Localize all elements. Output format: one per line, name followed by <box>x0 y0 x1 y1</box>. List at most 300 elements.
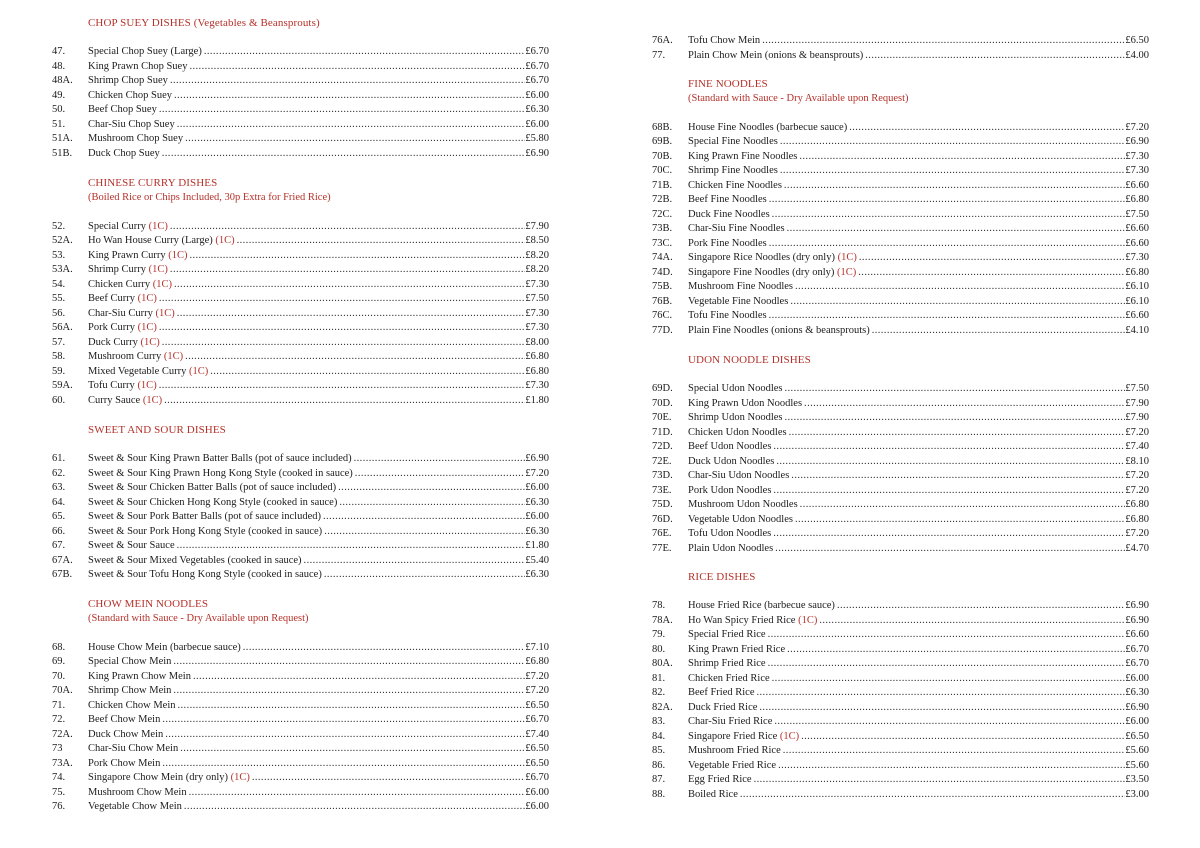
item-number: 76B. <box>652 295 673 307</box>
item-name-group <box>688 49 865 64</box>
section-subtitle <box>52 612 549 627</box>
dot-leader <box>210 365 525 380</box>
item-name: Tofu Curry <box>88 380 135 391</box>
item-price: £6.50 <box>1125 35 1149 46</box>
item-price: £6.60 <box>1125 179 1149 191</box>
dot-leader <box>170 74 525 89</box>
section-title: CHOW MEIN NOODLES <box>88 598 209 610</box>
item-list <box>652 599 1149 802</box>
dot-leader <box>162 713 525 728</box>
item-name: Duck Curry <box>88 336 138 348</box>
item-price: £7.30 <box>525 380 549 391</box>
item-name: Mushroom Fine Noodles <box>688 281 793 292</box>
menu-item-row <box>652 222 1149 237</box>
item-name: King Prawn Fried Rice <box>688 643 786 655</box>
dot-leader <box>800 498 1126 513</box>
menu-item-row <box>52 60 549 75</box>
item-number: 68B. <box>652 121 673 133</box>
menu-item-row <box>652 440 1149 455</box>
item-name: Char-Siu Fried Rice <box>688 716 773 727</box>
dot-leader <box>204 45 526 60</box>
item-number: 59A. <box>52 380 73 391</box>
dot-leader <box>801 730 1125 745</box>
item-line <box>88 655 549 670</box>
item-price: £7.20 <box>1125 426 1149 438</box>
menu-item-row <box>52 132 549 147</box>
dot-leader <box>178 699 526 714</box>
item-price: £7.20 <box>525 670 549 682</box>
item-name: Vegetable Fried Rice <box>688 759 777 771</box>
section-heading <box>652 570 1149 585</box>
item-name: Chicken Curry <box>88 278 151 290</box>
item-name-group <box>688 715 774 730</box>
dot-leader <box>339 496 525 511</box>
dot-leader <box>819 614 1125 629</box>
item-name: Pork Fine Noodles <box>688 237 767 249</box>
item-name-group <box>88 510 323 525</box>
item-number: 51B. <box>52 147 73 159</box>
item-price: £6.00 <box>525 511 549 522</box>
item-name-group <box>88 670 193 685</box>
item-name: Beef Fried Rice <box>688 687 755 698</box>
item-price: £6.70 <box>525 46 549 57</box>
item-name: Boiled Rice <box>688 788 738 800</box>
item-name-group <box>88 699 178 714</box>
item-name-group <box>688 788 740 803</box>
item-number: 70C. <box>652 165 673 176</box>
item-name-group <box>88 525 324 540</box>
item-number: 71D. <box>652 426 673 438</box>
item-line <box>88 539 549 554</box>
item-number: 71B. <box>652 179 673 191</box>
item-name-group <box>88 321 159 336</box>
item-price: £6.10 <box>1125 295 1149 307</box>
menu-item-row <box>52 394 549 409</box>
dot-leader <box>837 599 1125 614</box>
item-name-group <box>688 744 783 759</box>
menu-section-rice-dishes <box>652 570 1149 802</box>
item-name: Sweet & Sour Mixed Vegetables (cooked in sauce) <box>88 554 302 566</box>
dot-leader <box>189 60 525 75</box>
item-name-group <box>88 452 354 467</box>
item-number: 52. <box>52 220 66 232</box>
item-name: Char-Siu Fine Noodles <box>688 223 785 234</box>
item-list <box>52 45 549 161</box>
item-number: 66. <box>52 525 66 537</box>
item-name: Duck Udon Noodles <box>688 455 775 467</box>
item-number: 74. <box>52 772 66 783</box>
menu-item-row <box>52 45 549 60</box>
menu-item-row <box>52 365 549 380</box>
section-spacer <box>652 368 1149 383</box>
item-allergen-code: (1C) <box>152 278 172 290</box>
item-price: £6.30 <box>525 525 549 537</box>
item-line <box>688 295 1149 310</box>
item-name: Singapore Fine Noodles (dry only) <box>688 266 835 278</box>
menu-section-sweet-and-sour <box>52 423 549 583</box>
item-price: £6.00 <box>1125 672 1149 684</box>
menu-item-row <box>652 484 1149 499</box>
item-number: 48. <box>52 60 66 72</box>
item-price: £7.20 <box>1125 484 1149 496</box>
dot-leader <box>189 786 526 801</box>
item-allergen-code: (1C) <box>137 322 157 333</box>
dot-leader <box>759 701 1125 716</box>
item-price: £7.30 <box>525 322 549 333</box>
item-price: £6.30 <box>1125 687 1149 698</box>
dot-leader <box>740 788 1126 803</box>
item-name: Beef Chow Mein <box>88 714 161 725</box>
menu-item-row <box>652 426 1149 441</box>
item-line <box>688 179 1149 194</box>
item-allergen-code: (1C) <box>168 249 188 261</box>
dot-leader <box>354 452 526 467</box>
item-price: £6.00 <box>1125 716 1149 727</box>
menu-item-row <box>652 150 1149 165</box>
menu-item-row <box>52 350 549 365</box>
section-subtitle-text: (Standard with Sauce - Dry Available upon Request) <box>688 92 909 104</box>
item-name-group <box>88 307 177 322</box>
item-line <box>88 699 549 714</box>
item-line <box>88 510 549 525</box>
menu-item-row <box>52 379 549 394</box>
item-name-group <box>688 440 773 455</box>
item-allergen-code: (1C) <box>230 772 250 783</box>
item-number: 69D. <box>652 383 673 394</box>
item-name: King Prawn Udon Noodles <box>688 397 803 409</box>
item-line <box>88 496 549 511</box>
dot-leader <box>780 164 1126 179</box>
item-name: Ho Wan House Curry (Large) <box>88 235 213 246</box>
item-name-group <box>88 554 304 569</box>
dot-leader <box>772 672 1126 687</box>
dot-leader <box>780 135 1126 150</box>
menu-item-row <box>652 324 1149 339</box>
item-name-group <box>88 234 237 249</box>
item-number: 77E. <box>652 542 672 554</box>
item-name-group <box>688 542 775 557</box>
menu-item-row <box>652 455 1149 470</box>
item-name-group <box>88 278 174 293</box>
section-heading <box>652 353 1149 368</box>
item-line <box>88 757 549 772</box>
item-name-group <box>688 513 795 528</box>
dot-leader <box>795 513 1125 528</box>
item-line <box>88 742 549 757</box>
item-name: Beef Fine Noodles <box>688 194 767 205</box>
menu-section-chop-suey <box>52 16 549 161</box>
item-price: £6.60 <box>1125 237 1149 249</box>
item-price: £6.50 <box>525 699 549 711</box>
dot-leader <box>324 568 526 583</box>
item-name: Tofu Chow Mein <box>688 35 761 46</box>
item-price: £6.50 <box>525 743 549 754</box>
dot-leader <box>243 641 526 656</box>
item-name-group <box>688 527 773 542</box>
menu-item-row <box>52 757 549 772</box>
item-price: £7.30 <box>1125 252 1149 263</box>
item-allergen-code: (1C) <box>189 365 209 377</box>
item-list <box>652 382 1149 556</box>
item-price: £6.80 <box>525 656 549 667</box>
item-price: £6.90 <box>525 453 549 464</box>
item-line <box>88 525 549 540</box>
item-number: 48A. <box>52 75 73 86</box>
menu-item-row <box>52 234 549 249</box>
item-price: £6.80 <box>1125 513 1149 525</box>
item-name-group <box>88 771 252 786</box>
item-name-group <box>688 657 768 672</box>
dot-leader <box>783 744 1126 759</box>
item-number: 72. <box>52 714 66 725</box>
menu-item-row <box>652 686 1149 701</box>
item-name: Chicken Fine Noodles <box>688 179 782 191</box>
item-allergen-code: (1C) <box>163 351 184 362</box>
item-name: Char-Siu Chop Suey <box>88 118 175 130</box>
item-name: Pork Udon Noodles <box>688 484 772 496</box>
dot-leader <box>787 643 1125 658</box>
item-line <box>688 643 1149 658</box>
item-line <box>688 382 1149 397</box>
menu-item-row <box>652 498 1149 513</box>
item-line <box>88 263 549 278</box>
item-name: Chicken Chow Mein <box>88 699 176 711</box>
item-name-group <box>688 121 849 136</box>
item-number: 55. <box>52 293 66 304</box>
item-allergen-code: (1C) <box>779 730 800 742</box>
dot-leader <box>849 121 1125 136</box>
item-line <box>688 701 1149 716</box>
item-number: 83. <box>652 716 666 727</box>
dot-leader <box>185 350 525 365</box>
dot-leader <box>237 234 526 249</box>
item-line <box>88 641 549 656</box>
item-name: Chicken Chop Suey <box>88 89 172 101</box>
menu-item-row <box>52 278 549 293</box>
menu-item-row <box>52 496 549 511</box>
item-allergen-code: (1C) <box>137 293 157 304</box>
item-line <box>688 484 1149 499</box>
menu-item-row <box>52 147 549 162</box>
item-line <box>88 684 549 699</box>
item-line <box>88 278 549 293</box>
dot-leader <box>762 34 1125 49</box>
dot-leader <box>174 89 525 104</box>
item-number: 76A. <box>652 35 673 46</box>
item-line <box>688 193 1149 208</box>
item-name: Char-Siu Chow Mein <box>88 743 179 754</box>
item-name: Plain Udon Noodles <box>688 542 774 554</box>
item-name: Plain Chow Mein (onions & beansprouts) <box>688 49 864 61</box>
item-name-group <box>88 800 184 815</box>
item-price: £7.10 <box>525 641 549 653</box>
item-number: 68. <box>52 641 66 653</box>
item-name-group <box>688 382 785 397</box>
dot-leader <box>159 379 526 394</box>
item-name-group <box>688 34 762 49</box>
item-name: Shrimp Curry <box>88 264 147 275</box>
item-name-group <box>88 713 162 728</box>
item-name-group <box>688 701 759 716</box>
item-line <box>688 513 1149 528</box>
dot-leader <box>769 237 1126 252</box>
item-line <box>688 135 1149 150</box>
menu-item-row <box>52 742 549 757</box>
item-name: Beef Chop Suey <box>88 104 157 115</box>
dot-leader <box>773 484 1125 499</box>
item-price: £6.80 <box>525 365 549 377</box>
item-name-group <box>88 45 204 60</box>
item-line <box>88 118 549 133</box>
item-list <box>652 121 1149 339</box>
item-line <box>688 411 1149 426</box>
item-name: Curry Sauce <box>88 394 141 406</box>
item-price: £6.60 <box>1125 629 1149 640</box>
menu-item-row <box>52 728 549 743</box>
item-line <box>688 759 1149 774</box>
item-name: Mixed Vegetable Curry <box>88 365 187 377</box>
menu-item-row <box>652 411 1149 426</box>
item-line <box>688 773 1149 788</box>
item-price: £3.00 <box>1125 788 1149 800</box>
item-line <box>688 715 1149 730</box>
dot-leader <box>784 179 1125 194</box>
section-heading <box>52 423 549 438</box>
item-line <box>88 365 549 380</box>
menu-item-row <box>652 614 1149 629</box>
item-number: 70A. <box>52 685 73 696</box>
menu-section-chow-mein-continued <box>652 34 1149 63</box>
menu-item-row <box>52 452 549 467</box>
item-line <box>88 467 549 482</box>
menu-item-row <box>652 744 1149 759</box>
item-line <box>688 208 1149 223</box>
item-price: £7.90 <box>525 220 549 232</box>
item-price: £6.90 <box>1125 136 1149 147</box>
item-price: £1.80 <box>525 394 549 406</box>
dot-leader <box>338 481 525 496</box>
item-number: 87. <box>652 774 666 785</box>
item-name-group <box>88 350 185 365</box>
item-name: Chicken Udon Noodles <box>688 426 787 438</box>
item-name: Singapore Rice Noodles (dry only) <box>688 252 835 263</box>
item-number: 69B. <box>652 136 673 147</box>
dot-leader <box>324 525 525 540</box>
item-name-group <box>688 295 790 310</box>
section-spacer <box>652 106 1149 121</box>
item-line <box>88 74 549 89</box>
item-number: 72E. <box>652 455 672 467</box>
item-name: Special Chow Mein <box>88 656 172 667</box>
menu-item-row <box>652 773 1149 788</box>
item-number: 56. <box>52 307 66 319</box>
item-name: Mushroom Curry <box>88 351 162 362</box>
menu-item-row <box>52 89 549 104</box>
item-price: £6.70 <box>1125 658 1149 669</box>
item-line <box>88 292 549 307</box>
dot-leader <box>775 542 1125 557</box>
dot-leader <box>774 715 1125 730</box>
item-number: 56A. <box>52 322 73 333</box>
item-name-group <box>688 266 858 281</box>
item-number: 61. <box>52 453 66 464</box>
item-name-group <box>688 426 789 441</box>
item-line <box>688 150 1149 165</box>
item-number: 62. <box>52 467 66 479</box>
item-price: £7.30 <box>1125 150 1149 162</box>
dot-leader <box>756 686 1125 701</box>
item-name: Plain Fine Noodles (onions & beansprouts) <box>688 324 870 336</box>
item-name: Vegetable Fine Noodles <box>688 295 789 307</box>
item-number: 58. <box>52 351 66 362</box>
item-price: £7.30 <box>525 307 549 319</box>
dot-leader <box>773 440 1125 455</box>
item-price: £8.20 <box>525 249 549 261</box>
dot-leader <box>799 150 1125 165</box>
item-name-group <box>688 759 778 774</box>
item-price: £6.70 <box>525 772 549 783</box>
item-price: £6.80 <box>1125 499 1149 510</box>
item-line <box>88 713 549 728</box>
section-spacer <box>52 626 549 641</box>
item-name-group <box>688 251 859 266</box>
item-number: 72B. <box>652 194 673 205</box>
item-line <box>688 251 1149 266</box>
menu-item-row <box>652 266 1149 281</box>
section-title: FINE NOODLES <box>688 78 768 90</box>
menu-item-row <box>52 292 549 307</box>
dot-leader <box>159 103 526 118</box>
item-price: £6.60 <box>1125 310 1149 321</box>
item-line <box>88 452 549 467</box>
item-name: Vegetable Chow Mein <box>88 801 182 812</box>
item-line <box>688 672 1149 687</box>
item-name-group <box>688 686 756 701</box>
item-name-group <box>688 164 780 179</box>
item-number: 60. <box>52 394 66 406</box>
menu-item-row <box>652 193 1149 208</box>
item-number: 86. <box>652 759 666 771</box>
item-name-group <box>688 672 772 687</box>
dot-leader <box>170 220 525 235</box>
item-name-group <box>88 365 210 380</box>
menu-item-row <box>652 208 1149 223</box>
section-subtitle <box>652 92 1149 107</box>
item-price: £4.00 <box>1125 49 1149 61</box>
menu-item-row <box>52 554 549 569</box>
menu-item-row <box>52 771 549 786</box>
item-line <box>688 527 1149 542</box>
item-name: Sweet & Sour King Prawn Batter Balls (pot of sauce included) <box>88 453 352 464</box>
item-line <box>688 164 1149 179</box>
item-number: 70B. <box>652 150 673 162</box>
item-number: 51. <box>52 118 66 130</box>
item-name: Sweet & Sour Sauce <box>88 540 175 551</box>
item-price: £7.20 <box>1125 528 1149 539</box>
item-name: Shrimp Udon Noodles <box>688 412 783 423</box>
item-price: £6.90 <box>1125 614 1149 626</box>
item-line <box>688 628 1149 643</box>
item-name: Sweet & Sour Pork Hong Kong Style (cooked in sauce) <box>88 525 323 537</box>
item-line <box>88 60 549 75</box>
item-name: Sweet & Sour Tofu Hong Kong Style (cooked in sauce) <box>88 569 322 580</box>
menu-section-udon-noodles <box>652 353 1149 556</box>
item-name-group <box>688 150 799 165</box>
dot-leader <box>776 455 1125 470</box>
menu-item-row <box>652 469 1149 484</box>
item-line <box>688 744 1149 759</box>
item-name: House Chow Mein (barbecue sauce) <box>88 641 241 653</box>
